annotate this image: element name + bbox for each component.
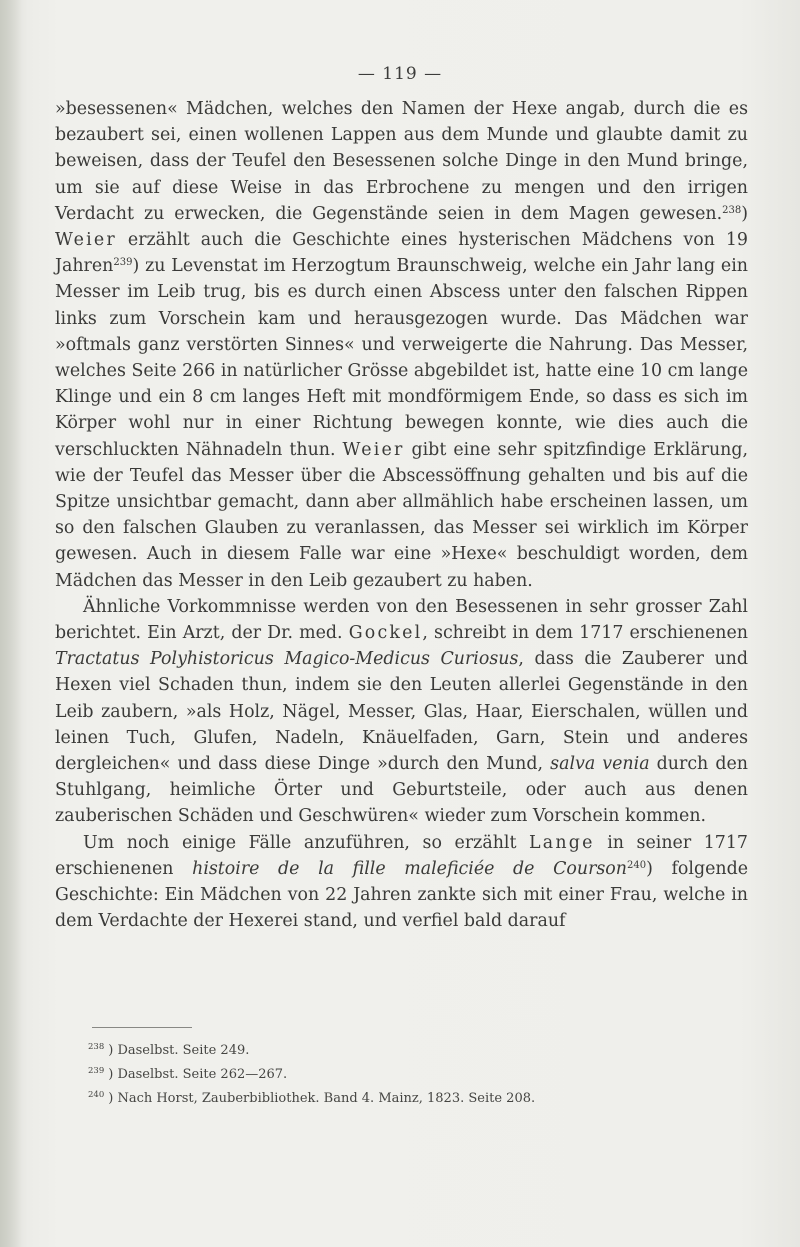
footnote-divider (92, 1027, 192, 1028)
text-run: ) (741, 203, 748, 224)
text-run: gibt eine sehr spitzfindige Erklärung, wie der Teufel das Messer über die Abscessöffnung gehalten und bis auf die Spitze unsichtbar gemacht, dann aber allmählich habe erscheinen lassen, um so den falschen Glauben zu veranlassen, das Messer sei wirklich im Körper gewesen. Auch in diesem Falle war eine »Hexe« beschuldigt worden, dem Mädchen das Messer in den Leib gezaubert zu haben. (55, 439, 748, 591)
page-number: — 119 — (357, 64, 443, 84)
text-run: , schreibt in dem 1717 erschienenen (422, 623, 749, 644)
text-run: »besessenen« Mädchen, welches den Namen der Hexe angab, durch die es bezaubert sei, einen wollenen Lappen aus dem Munde und glaubte damit zu beweisen, dass der Teufel den Besessenen solche Dinge in den Mund bringe, um sie auf diese Weise in das Erbrochene zu mengen und den irrigen Verdacht zu erwecken, die Gegenstände seien in dem Magen gewesen. (55, 99, 748, 224)
spaced-name: Lange (529, 832, 595, 853)
spaced-name: Weier (342, 439, 405, 460)
text-run: durch den Stuhlgang, heimliche Örter und Geburtsteile, oder auch aus denen zauberischen Schäden und Geschwüren« wieder zum Vorschein kommen. (55, 754, 748, 827)
footnote-reference: 238 (722, 204, 742, 216)
text-run: Um noch einige Fälle anzuführen, so erzählt (83, 832, 530, 853)
footnote (88, 1037, 748, 1061)
footnote-number: 239 (88, 1066, 105, 1076)
spaced-name: Gockel (348, 623, 423, 644)
text-run: , dass die Zauberer und Hexen viel Schaden thun, indem sie den Leuten allerlei Gegenstände in den Leib zaubern, »als Holz, Nägel, Messer, Glas, Haar, Eierschalen, wüllen und leinen Tuch, Glufen, Nadeln, Knäuelfaden, Garn, Stein und anderes dergleichen« und dass diese Dinge »durch den Mund, (55, 649, 748, 775)
footnote-text: ) Daselbst. Seite 262—267. (108, 1067, 288, 1082)
footnote (88, 1061, 748, 1085)
text-run: Ähnliche Vorkommnisse werden von den Besessenen in sehr grosser Zahl berichtet. Ein Arzt, der Dr. med. (55, 596, 748, 644)
footnote-reference: 239 (113, 257, 133, 269)
paragraph (55, 830, 748, 935)
paragraph (55, 96, 748, 594)
footnote-text: ) Daselbst. Seite 249. (108, 1043, 250, 1058)
footnote-reference: 240 (626, 859, 647, 871)
footnotes (88, 1037, 748, 1109)
spaced-name: Weier (55, 230, 117, 251)
text-run: ) zu Levenstat im Herzogtum Braunschweig, welche ein Jahr lang ein Messer im Leib trug, bis es durch einen Abscess unter den falschen Rippen links zum Vorschein kam und herausgezogen wurde. Das Mädchen war »oftmals ganz verstörten Sinnes« und verweigerte die Nahrung. Das Messer, welches Seite 266 in natürlicher Grösse abgebildet ist, hatte eine 10 cm lange Klinge und ein 8 cm langes Heft mit mondförmigem Ende, so dass es sich im Körper wohl nur in einer Richtung bewegen konnte, wie dies auch die verschluckten Nähnadeln thun. (55, 256, 748, 460)
footnote-number: 240 (88, 1090, 105, 1100)
page-gutter-shadow (0, 0, 22, 1247)
italic-title: histoire de la fille maleficiée de Courson (192, 858, 627, 879)
paragraph (55, 594, 748, 830)
text-run: in seiner 1717 erschienenen (55, 832, 748, 879)
italic-title: salva venia (550, 754, 650, 775)
text-run: erzählt auch die Geschichte eines hysterischen Mädchens von 19 Jahren (55, 230, 748, 277)
text-run: ) folgende Geschichte: Ein Mädchen von 22 Jahren zankte sich mit einer Frau, welche in dem Verdachte der Hexerei stand, und verfiel bald darauf (55, 858, 748, 932)
body-text (55, 96, 748, 935)
footnote-number: 238 (88, 1042, 105, 1052)
footnote (88, 1085, 748, 1109)
italic-title: Tractatus Polyhistoricus Magico-Medicus Curiosus (55, 649, 519, 670)
footnote-text: ) Nach Horst, Zauberbibliothek. Band 4. Mainz, 1823. Seite 208. (108, 1091, 536, 1106)
